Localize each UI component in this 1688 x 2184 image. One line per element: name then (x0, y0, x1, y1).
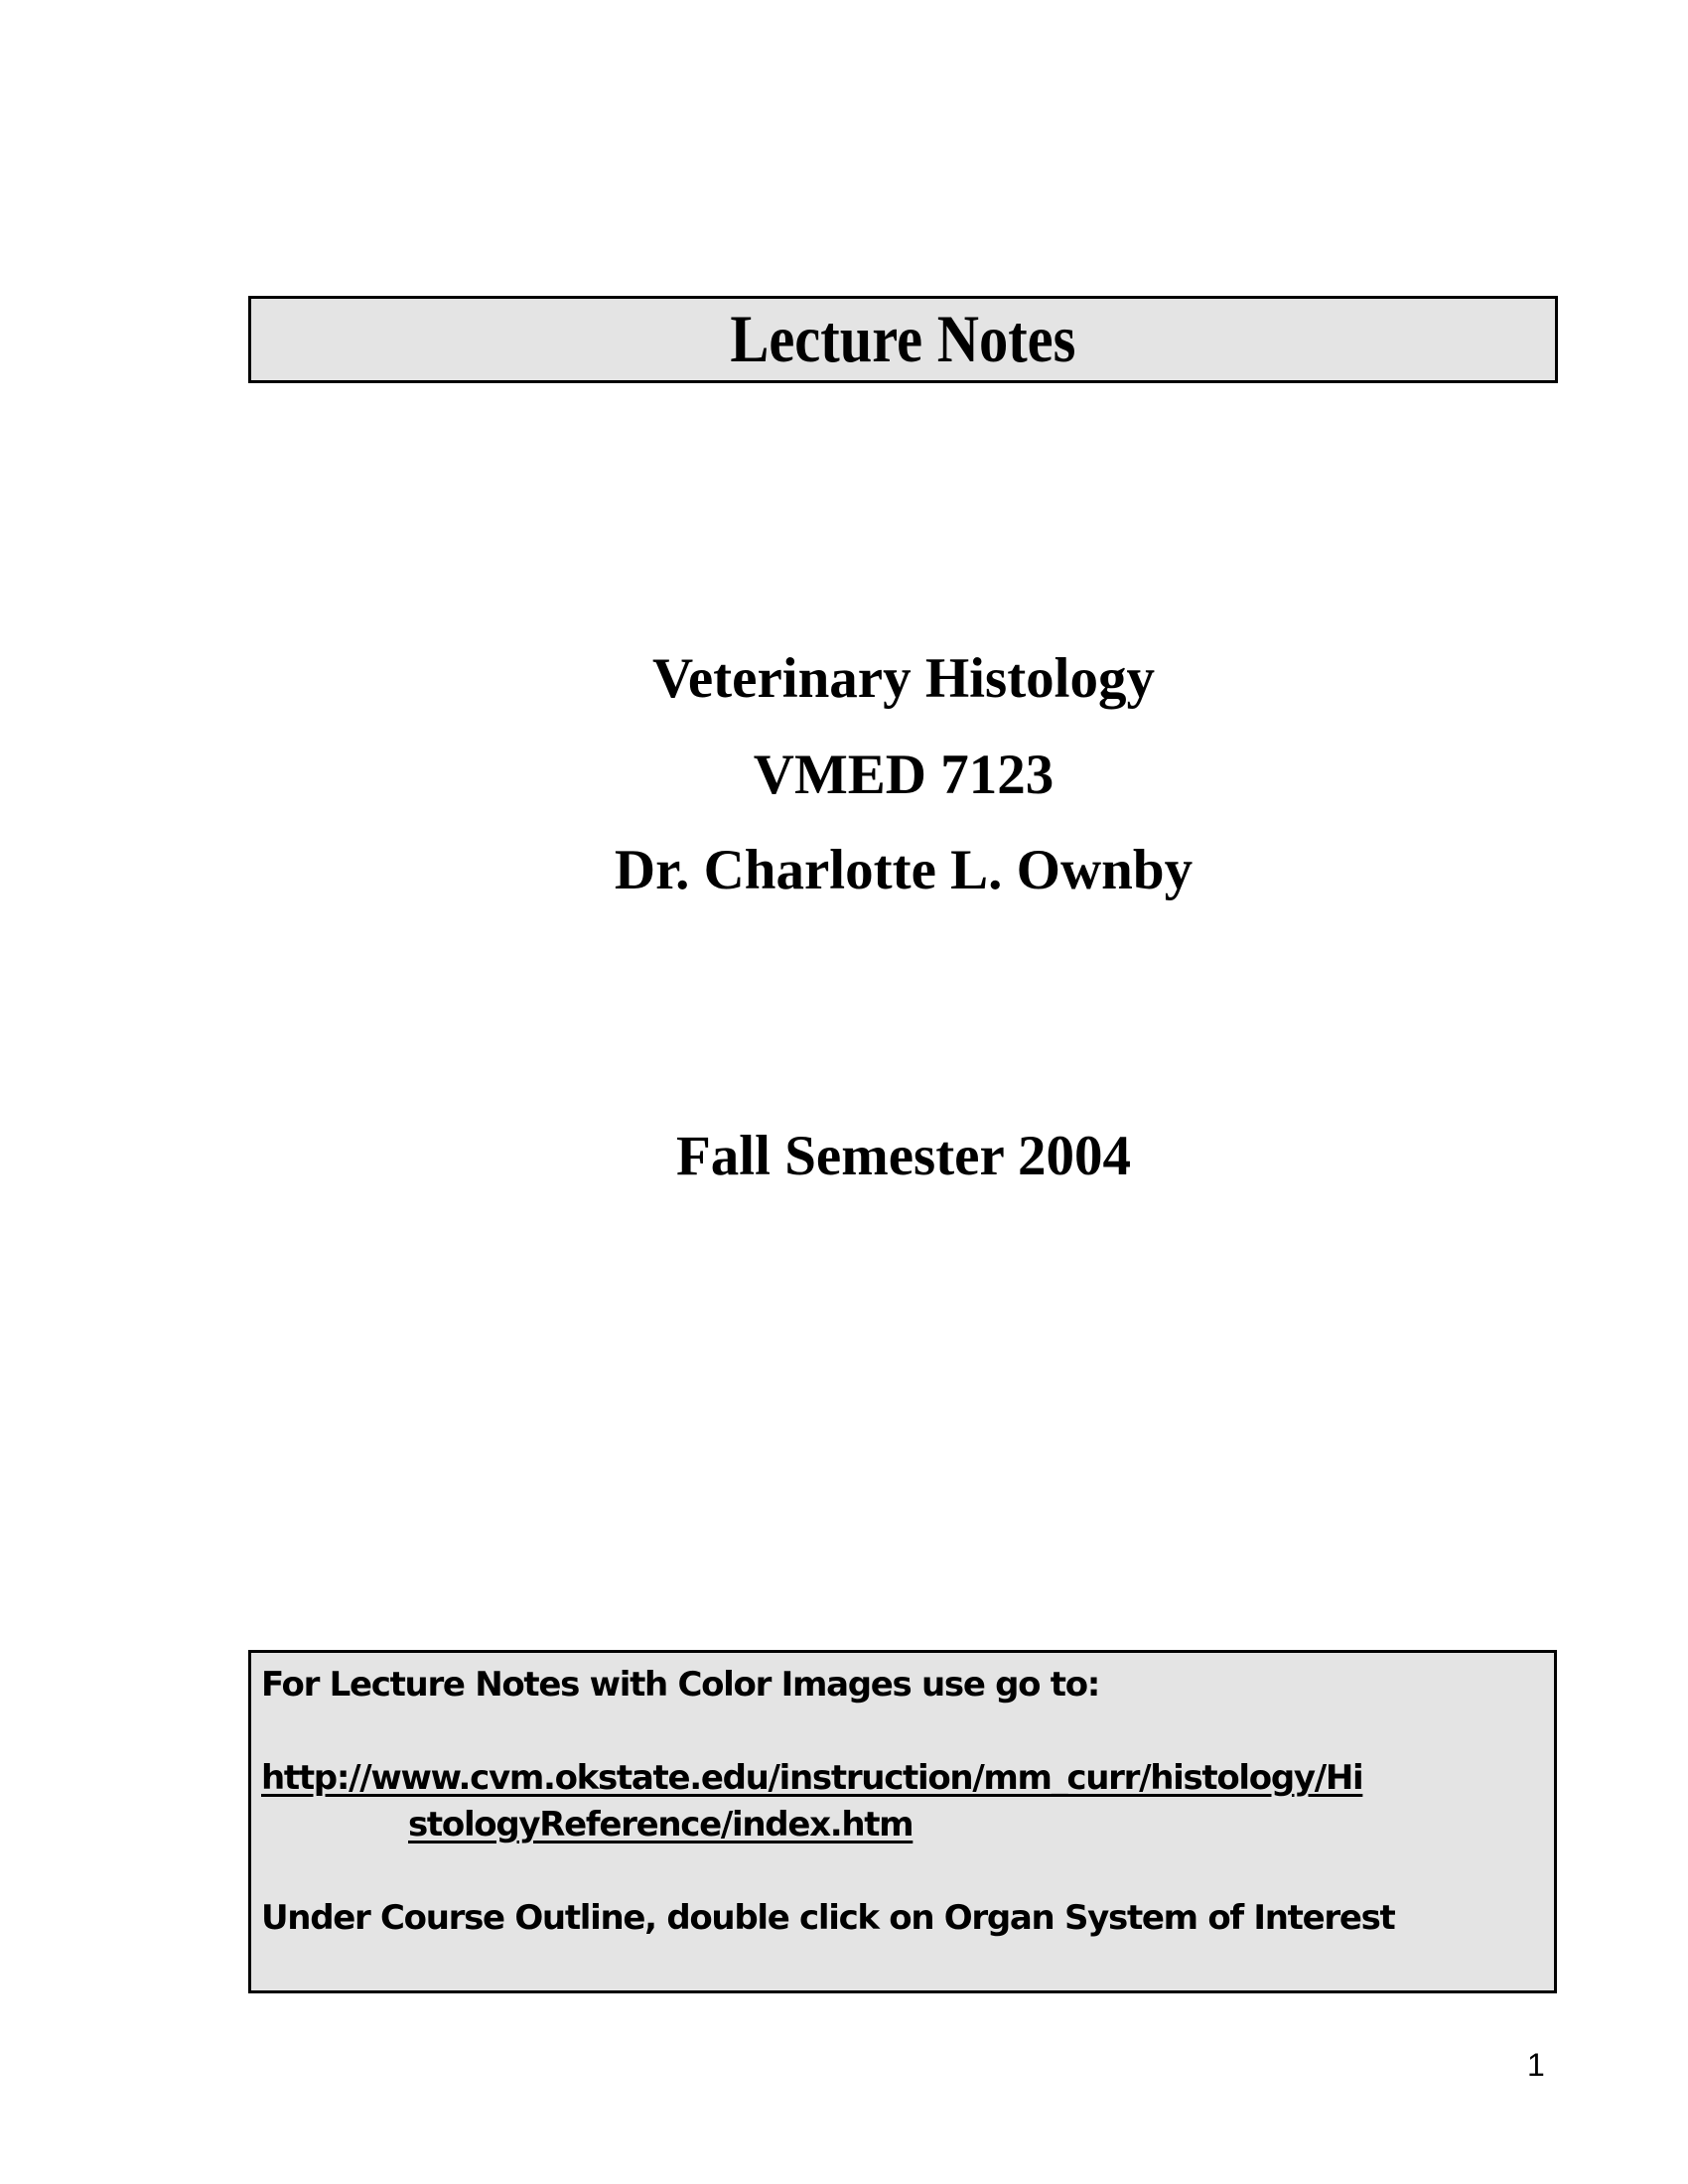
url-line-2 (261, 1802, 1552, 1848)
course-code: VMED 7123 (753, 744, 1055, 806)
title-banner (248, 296, 1558, 383)
page-number: 1 (1527, 2047, 1545, 2083)
histology-reference-link-continued[interactable]: stologyReference/index.htm (408, 1805, 914, 1844)
course-name: Veterinary Histology (651, 647, 1156, 710)
instructor-name: Dr. Charlotte L. Ownby (614, 839, 1194, 901)
page-title-text: Lecture Notes (730, 301, 1076, 376)
blank-line (261, 1848, 1552, 1895)
info-box-content (261, 1662, 1552, 1942)
page-title (251, 301, 1555, 376)
info-intro: For Lecture Notes with Color Images use go to: (261, 1665, 1100, 1705)
semester: Fall Semester 2004 (675, 1125, 1131, 1187)
histology-reference-link[interactable]: http://www.cvm.okstate.edu/instruction/mm_curr/histology/Hi (261, 1758, 1363, 1798)
url-line-1 (261, 1755, 1552, 1802)
info-box (248, 1650, 1557, 1993)
info-instruction: Under Course Outline, double click on Organ System of Interest (261, 1898, 1395, 1938)
blank-line (261, 1708, 1552, 1755)
